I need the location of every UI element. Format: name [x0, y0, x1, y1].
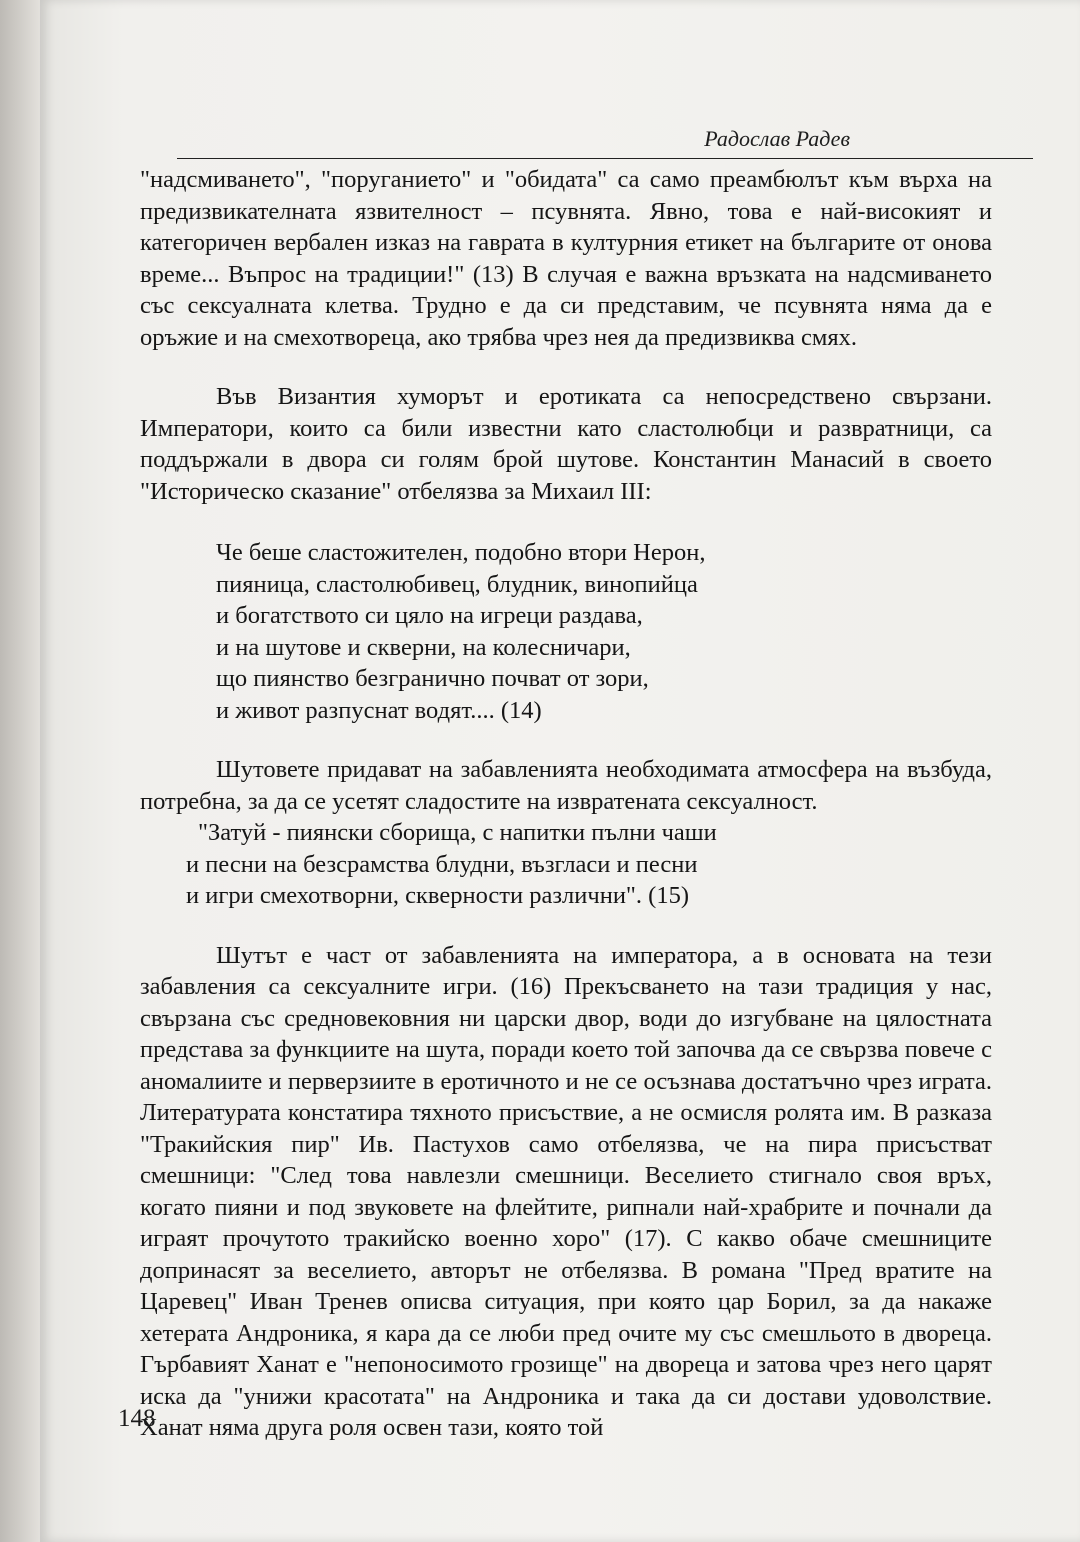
- quote-line: и песни на безсрамства блудни, възгласи и песни: [186, 850, 698, 878]
- page-number: 148: [118, 1405, 156, 1432]
- paragraph-1: "надсмиването", "поруганието" и "обидата" са само преамбюлът към върха на предизвикателната язвителност – псувнята. Явно, това е най-високият и категоричен вербален изказ на гаврата в културния етикет на българите от онова време... Въпрос на традиции!" (13) В случая е важна връзката на надсмиването със сексуалната клетва. Трудно е да си представим, че псувнята няма да е оръжие и на смехотвореца, ако трябва чрез нея да предизвиква смях.: [140, 166, 992, 351]
- paragraph-2: Във Византия хуморът и еротиката са непосредствено свързани. Императори, които са били известни като сластолюбци и развратници, са поддържали в двора си голям брой шутове. Константин Манасий в своето "Историческо сказание" отбелязва за Михаил III:: [140, 383, 992, 505]
- page-header: [177, 122, 1033, 159]
- body-text: [140, 164, 992, 1444]
- verse-line: що пиянство безгранично почват от зори,: [216, 665, 649, 692]
- verse-line: Че беше сластожителен, подобно втори Нерон,: [216, 539, 706, 566]
- verse-line: и на шутове и скверни, на колесничари,: [216, 633, 631, 661]
- paragraph-4: Шутът е част от забавленията на императора, а в основата на тези забавления са сексуалните игри. (16) Прекъсването на тази традиция у нас, свързана със средновековния ни царски двор, води до изгубване на цялостната представа за функциите на шута, поради което той започва да се свързва повече с аномалиите и перверзиите в еротичното и не се осъзнава достатъчно чрез играта. Литературата констатира тяхното присъствие, а не осмисля ролята им. В разказа "Тракийския пир" Ив. Пастухов само отбелязва, че на пира присъстват смешници: "След това навлезли смешници. Веселието стигнало своя връх, когато пияни и под звуковете на флейтите, рипнали най-храбрите и почнали да играят прочутото тракийско военно хоро" (17). С какво обаче смешниците допринасят за веселието, авторът не отбелязва. В романа "Пред вратите на Царевец" Иван Тренев описва ситуация, при която цар Борил, за да накаже хетерата Андроника, я кара да се люби пред очите му със смешльото в двореца. Гърбавият Ханат е "непоносимото грозище" на двореца и затова чрез него царят иска да "унижи красотата" на Андроника и така да си достави удоволствие. Ханат няма друга роля освен тази, която той: [140, 941, 992, 1441]
- running-head: Радослав Радев: [704, 126, 850, 151]
- verse-line: и богатството си цяло на игреци раздава,: [216, 602, 643, 629]
- book-spine-shadow: [0, 0, 40, 1542]
- verse-line: и живот разпуснат водят.... (14): [216, 696, 542, 724]
- verse-line: пияница, сластолюбивец, блудник, винопийца: [216, 570, 698, 598]
- inline-quote: [186, 817, 992, 912]
- quote-line: и игри смехотворни, скверности различни". (15): [186, 882, 690, 909]
- paragraph-3: Шутовете придават на забавленията необходимата атмосфера на възбуда, потребна, за да се усетят сладостите на извратената сексуалност.: [140, 756, 992, 815]
- quote-line: "Затуй - пиянски сборища, с напитки пълни чаши: [198, 819, 717, 846]
- verse-quote: [216, 537, 992, 726]
